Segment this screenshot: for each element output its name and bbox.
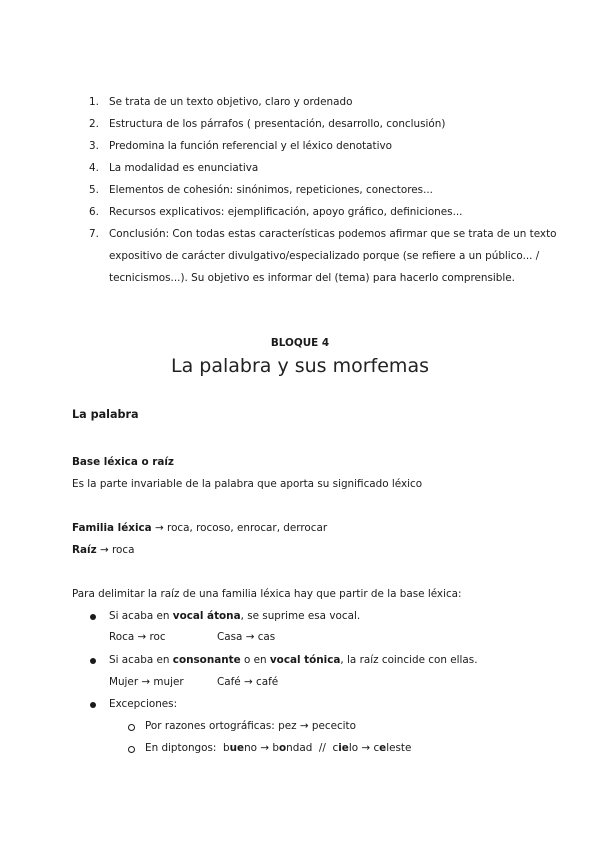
sub-item bbox=[145, 742, 411, 754]
list-item-line: tecnicismos...). Su objetivo es informar del (tema) para hacerlo comprensible. bbox=[109, 272, 515, 284]
bullet-item bbox=[109, 610, 360, 622]
text-span: , la raíz coincide con ellas. bbox=[340, 654, 478, 666]
text-span: c bbox=[332, 742, 339, 754]
bullet-icon bbox=[90, 702, 96, 708]
example-1: Mujer → mujer bbox=[109, 676, 184, 688]
intro-text: Para delimitar la raíz de una familia léxica hay que partir de la base léxica: bbox=[72, 588, 462, 600]
bold-span: ue bbox=[229, 742, 245, 754]
page-title: La palabra y sus morfemas bbox=[171, 355, 429, 377]
text-span: leste bbox=[386, 742, 412, 754]
separator: // bbox=[318, 742, 326, 754]
raiz-label: Raíz bbox=[72, 544, 97, 556]
text-span: , se suprime esa vocal. bbox=[240, 610, 361, 622]
block-label: BLOQUE 4 bbox=[270, 337, 330, 349]
bullet-icon bbox=[90, 658, 96, 664]
list-number: 3. bbox=[89, 140, 99, 152]
list-number: 1. bbox=[89, 96, 99, 108]
bold-span: consonante bbox=[172, 654, 241, 666]
bold-span: o bbox=[279, 742, 287, 754]
list-item: Estructura de los párrafos ( presentación, desarrollo, conclusión) bbox=[109, 118, 446, 130]
text-span: b bbox=[223, 742, 230, 754]
circle-bullet-icon bbox=[128, 746, 135, 753]
list-item: Predomina la función referencial y el léxico denotativo bbox=[109, 140, 393, 152]
text-span: lo bbox=[348, 742, 359, 754]
bold-span: e bbox=[379, 742, 387, 754]
list-number: 2. bbox=[89, 118, 99, 130]
familia-text: roca, rocoso, enrocar, derrocar bbox=[167, 522, 328, 534]
list-item-line: expositivo de carácter divulgativo/especializado porque (se refiere a un público... / bbox=[109, 250, 540, 262]
list-number: 5. bbox=[89, 184, 99, 196]
bold-span: ie bbox=[338, 742, 349, 754]
sub-item: Por razones ortográficas: pez → pececito bbox=[145, 720, 356, 732]
familia-line bbox=[72, 522, 327, 534]
bold-span: vocal tónica bbox=[269, 654, 341, 666]
text-span: o en bbox=[243, 654, 267, 666]
arrow: → bbox=[99, 544, 109, 556]
circle-bullet-icon bbox=[128, 724, 135, 731]
example-2: Casa → cas bbox=[217, 631, 276, 643]
familia-label: Familia léxica bbox=[72, 522, 152, 534]
definition-text: Es la parte invariable de la palabra que aporta su significado léxico bbox=[72, 478, 423, 490]
bold-span: vocal átona bbox=[172, 610, 241, 622]
bullet-item bbox=[109, 654, 478, 666]
arrow: → bbox=[260, 742, 270, 754]
text-span: Si acaba en bbox=[109, 610, 170, 622]
list-number: 7. bbox=[89, 228, 99, 240]
list-item: Recursos explicativos: ejemplificación, apoyo gráfico, definiciones... bbox=[109, 206, 463, 218]
text-span: ndad bbox=[286, 742, 313, 754]
text-span: En diptongos: bbox=[145, 742, 217, 754]
subsection-heading: Base léxica o raíz bbox=[72, 456, 174, 468]
example-1: Roca → roc bbox=[109, 631, 166, 643]
text-span: no bbox=[244, 742, 258, 754]
bullet-icon bbox=[90, 614, 96, 620]
list-number: 4. bbox=[89, 162, 99, 174]
text-span: Si acaba en bbox=[109, 654, 170, 666]
list-item-line: Conclusión: Con todas estas características podemos afirmar que se trata de un texto bbox=[109, 228, 557, 240]
arrow: → bbox=[155, 522, 164, 534]
bullet-item: Excepciones: bbox=[109, 698, 178, 710]
example-2: Café → café bbox=[217, 676, 279, 688]
list-item: Se trata de un texto objetivo, claro y ordenado bbox=[109, 96, 353, 108]
raiz-text: roca bbox=[111, 544, 135, 556]
raiz-line bbox=[72, 544, 134, 556]
arrow: → bbox=[361, 742, 371, 754]
list-item: La modalidad es enunciativa bbox=[109, 162, 259, 174]
section-heading: La palabra bbox=[72, 408, 139, 421]
text-span: b bbox=[272, 742, 279, 754]
list-item: Elementos de cohesión: sinónimos, repeticiones, conectores... bbox=[109, 184, 433, 196]
text-span: c bbox=[373, 742, 380, 754]
list-number: 6. bbox=[89, 206, 99, 218]
